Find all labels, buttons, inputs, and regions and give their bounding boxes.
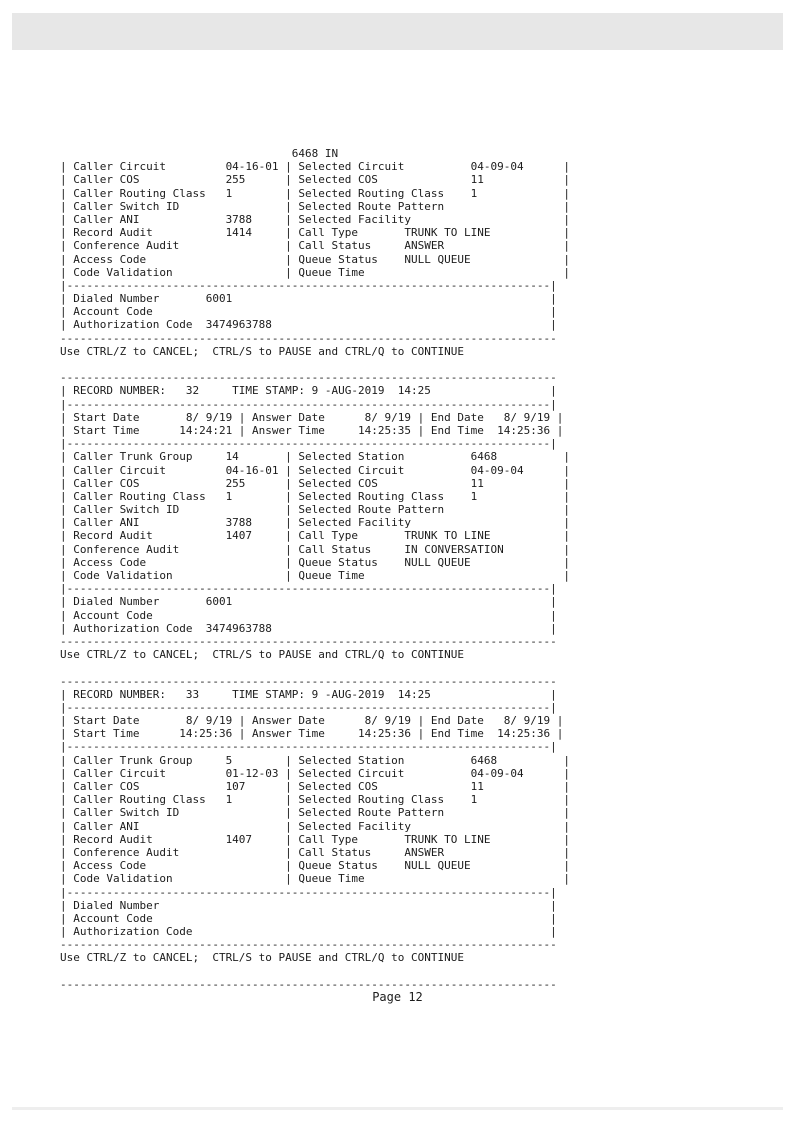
printout-line: | Code Validation | Queue Time | [60, 265, 570, 279]
printout-line: | Account Code | [60, 305, 557, 319]
printout-line: | Caller COS 255 | Selected COS 11 | [60, 476, 570, 490]
printout-line: | Caller Switch ID | Selected Route Pattern | [60, 503, 570, 517]
printout-line: | Caller Circuit 01-12-03 | Selected Circuit 04-09-04 | [60, 766, 570, 780]
printout-line: | Start Time 14:25:36 | Answer Time 14:25:36 | End Time 14:25:36 | [60, 727, 564, 741]
printout-line: | Caller Trunk Group 5 | Selected Station 6468 | [60, 753, 570, 767]
printout-line: | Caller Circuit 04-16-01 | Selected Circuit 04-09-04 | [60, 463, 570, 477]
printout-line: |-------------------------------------------------------------------------| [60, 740, 557, 754]
printout-line: | Conference Audit | Call Status IN CONVERSATION | [60, 542, 570, 556]
printout-line [60, 661, 570, 674]
printout-line: |-------------------------------------------------------------------------| [60, 278, 557, 292]
printout-line: | Caller Switch ID | Selected Route Pattern | [60, 806, 570, 820]
printout-line: |-------------------------------------------------------------------------| [60, 437, 557, 451]
printout-line: | Account Code | [60, 911, 557, 925]
printout-line: | Start Time 14:24:21 | Answer Time 14:25:35 | End Time 14:25:36 | [60, 423, 564, 437]
page-number: Page 12 [372, 990, 423, 1004]
call-records-printout [60, 147, 570, 991]
printout-line: | Caller ANI 3788 | Selected Facility | [60, 516, 570, 530]
printout-line: |-------------------------------------------------------------------------| [60, 582, 557, 596]
printout-line: | Caller COS 107 | Selected COS 11 | [60, 780, 570, 793]
printout-line: | Account Code | [60, 608, 557, 622]
printout-line: | Dialed Number 6001 | [60, 595, 557, 609]
printout-line: | Caller Routing Class 1 | Selected Routing Class 1 | [60, 186, 570, 200]
printout-line: | Code Validation | Queue Time | [60, 569, 570, 582]
printout-line: | Caller ANI | Selected Facility | [60, 819, 570, 833]
printout-line: |-------------------------------------------------------------------------| [60, 700, 557, 714]
printout-line [60, 965, 570, 978]
printout-line: | Conference Audit | Call Status ANSWER | [60, 239, 570, 253]
printout-line: | Conference Audit | Call Status ANSWER | [60, 845, 570, 859]
printout-line: | Code Validation | Queue Time | [60, 872, 570, 886]
printout-line: | Caller Switch ID | Selected Route Pattern | [60, 199, 570, 213]
printout-line: | Access Code | Queue Status NULL QUEUE | [60, 252, 570, 266]
printout-line: |-------------------------------------------------------------------------| [60, 397, 557, 411]
printout-line: | Record Audit 1407 | Call Type TRUNK TO LINE | [60, 832, 570, 846]
printout-line: Use CTRL/Z to CANCEL; CTRL/S to PAUSE and CTRL/Q to CONTINUE [60, 344, 464, 358]
printout-line: | Record Audit 1414 | Call Type TRUNK TO LINE | [60, 226, 570, 240]
printout-line: --------------------------------------------------------------------------- [60, 674, 557, 688]
printout-line: | Caller Routing Class 1 | Selected Routing Class 1 | [60, 793, 570, 807]
printout-line: | Record Audit 1407 | Call Type TRUNK TO LINE | [60, 529, 570, 543]
printout-line: | RECORD NUMBER: 32 TIME STAMP: 9 -AUG-2019 14:25 | [60, 384, 557, 398]
printout-line: | Access Code | Queue Status NULL QUEUE | [60, 555, 570, 569]
printout-line: | Caller Circuit 04-16-01 | Selected Circuit 04-09-04 | [60, 160, 570, 174]
printout-line: | RECORD NUMBER: 33 TIME STAMP: 9 -AUG-2019 14:25 | [60, 687, 557, 701]
printout-line: | Dialed Number | [60, 898, 557, 912]
scan-top-band [12, 13, 783, 50]
printout-line [60, 358, 570, 371]
printout-line: | Caller ANI 3788 | Selected Facility | [60, 212, 570, 226]
printout-line: --------------------------------------------------------------------------- [60, 938, 557, 952]
printout-line: --------------------------------------------------------------------------- [60, 634, 557, 648]
printout-line: | Access Code | Queue Status NULL QUEUE | [60, 859, 570, 873]
printout-line: | Caller COS 255 | Selected COS 11 | [60, 173, 570, 187]
printout-line: --------------------------------------------------------------------------- [60, 371, 557, 385]
printout-line: --------------------------------------------------------------------------- [60, 331, 557, 345]
printout-line: Use CTRL/Z to CANCEL; CTRL/S to PAUSE and CTRL/Q to CONTINUE [60, 648, 464, 662]
scan-bottom-rule [12, 1107, 783, 1110]
printout-line: | Dialed Number 6001 | [60, 292, 557, 306]
printout-line: |-------------------------------------------------------------------------| [60, 885, 557, 899]
printout-line: | Authorization Code 3474963788 | [60, 318, 557, 332]
printout-line: | Caller Routing Class 1 | Selected Routing Class 1 | [60, 489, 570, 503]
printout-line: | Authorization Code 3474963788 | [60, 621, 557, 635]
printout-line: | Start Date 8/ 9/19 | Answer Date 8/ 9/19 | End Date 8/ 9/19 | [60, 410, 564, 424]
printout-line: Use CTRL/Z to CANCEL; CTRL/S to PAUSE and CTRL/Q to CONTINUE [60, 951, 464, 965]
printout-line: | Caller Trunk Group 14 | Selected Station 6468 | [60, 450, 570, 464]
printout-line: | Authorization Code | [60, 925, 557, 939]
printout-line: | Start Date 8/ 9/19 | Answer Date 8/ 9/19 | End Date 8/ 9/19 | [60, 714, 564, 728]
printout-line: --------------------------------------------------------------------------- [60, 977, 557, 991]
printout-line: 6468 IN [60, 147, 339, 160]
